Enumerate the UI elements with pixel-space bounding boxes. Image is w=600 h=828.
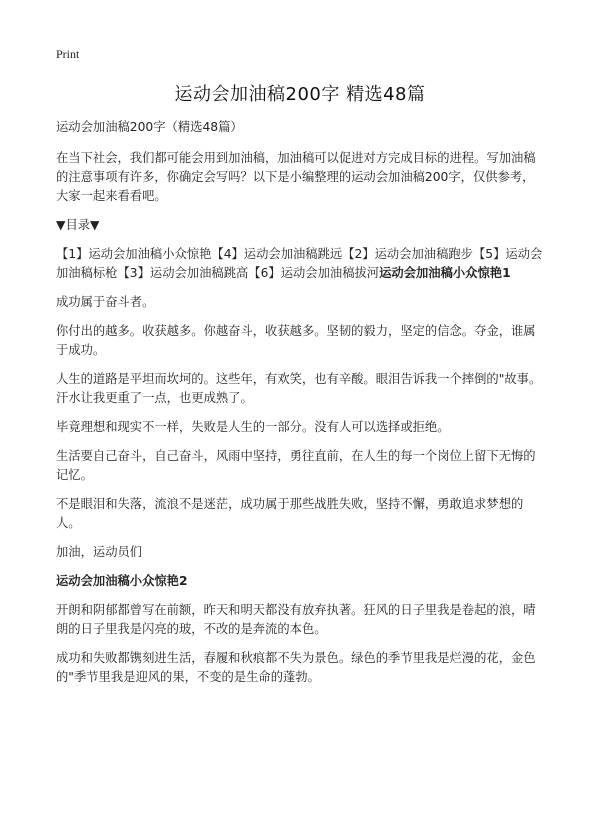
article-body — [56, 118, 546, 697]
section-1-paragraph: 加油，运动员们 — [56, 545, 143, 559]
section-1-paragraph: 生活要自己奋斗，自己奋斗，风雨中坚持，勇往直前，在人生的每一个岗位上留下无悔的记忆。 — [56, 449, 536, 482]
toc-link-1[interactable]: 【1】运动会加油稿小众惊艳 — [56, 247, 212, 261]
section-2-heading: 运动会加油稿小众惊艳2 — [56, 574, 188, 588]
print-link[interactable]: Print — [56, 47, 80, 61]
toc-link-3[interactable]: 【3】运动会加油稿跳高 — [117, 266, 249, 280]
section-1-paragraph: 毕竟理想和现实不一样，失败是人生的一部分。没有人可以选择或拒绝。 — [56, 420, 450, 434]
intro-paragraph: 在当下社会，我们都可能会用到加油稿，加油稿可以促进对方完成目标的进程。写加油稿的注意事项有许多，你确定会写吗？以下是小编整理的运动会加油稿200字，仅供参考，大家一起来看看吧。 — [56, 151, 536, 203]
toc-link-2[interactable]: 【2】运动会加油稿跑步 — [342, 247, 473, 261]
section-1-paragraph: 不是眼泪和失落，流浪不是迷茫，成功属于那些战胜失败，坚持不懈，勇敢追求梦想的人。 — [56, 497, 524, 530]
toc-link-4[interactable]: 【4】运动会加油稿跳远 — [211, 247, 343, 261]
section-1-heading: 运动会加油稿小众惊艳1 — [379, 266, 511, 280]
toc-heading: ▼目录▼ — [56, 218, 100, 232]
section-2-paragraph: 成功和失败都镌刻进生活，春履和秋痕都不失为景色。绿色的季节里我是烂漫的花，金色的"季节里我是迎风的果，不变的是生命的蓬勃。 — [56, 651, 536, 684]
section-2-paragraph: 开朗和阴郁都曾写在前额，昨天和明天都没有放弃执著。狂风的日子里我是卷起的浪，晴朗的日子里我是闪亮的玻，不改的是奔流的本色。 — [56, 603, 536, 636]
section-1-paragraph: 人生的道路是平坦而坎坷的。这些年，有欢笑，也有辛酸。眼泪告诉我一个摔倒的"故事。汗水让我更重了一点，也更成熟了。 — [56, 372, 542, 405]
section-1-paragraph: 成功属于奋斗者。 — [56, 295, 155, 309]
table-of-contents — [56, 245, 546, 283]
toc-link-6[interactable]: 【6】运动会加油稿拔河 — [248, 266, 380, 280]
article-subtitle: 运动会加油稿200字（精选48篇） — [56, 120, 243, 134]
section-1-paragraph: 你付出的越多。收获越多。你越奋斗，收获越多。坚韧的毅力，坚定的信念。夺金，谁属于成功。 — [56, 324, 536, 357]
page-title: 运动会加油稿200字 精选48篇 — [174, 84, 426, 105]
toc-link-5[interactable]: 【5】运动会加油稿标枪 — [56, 247, 543, 280]
